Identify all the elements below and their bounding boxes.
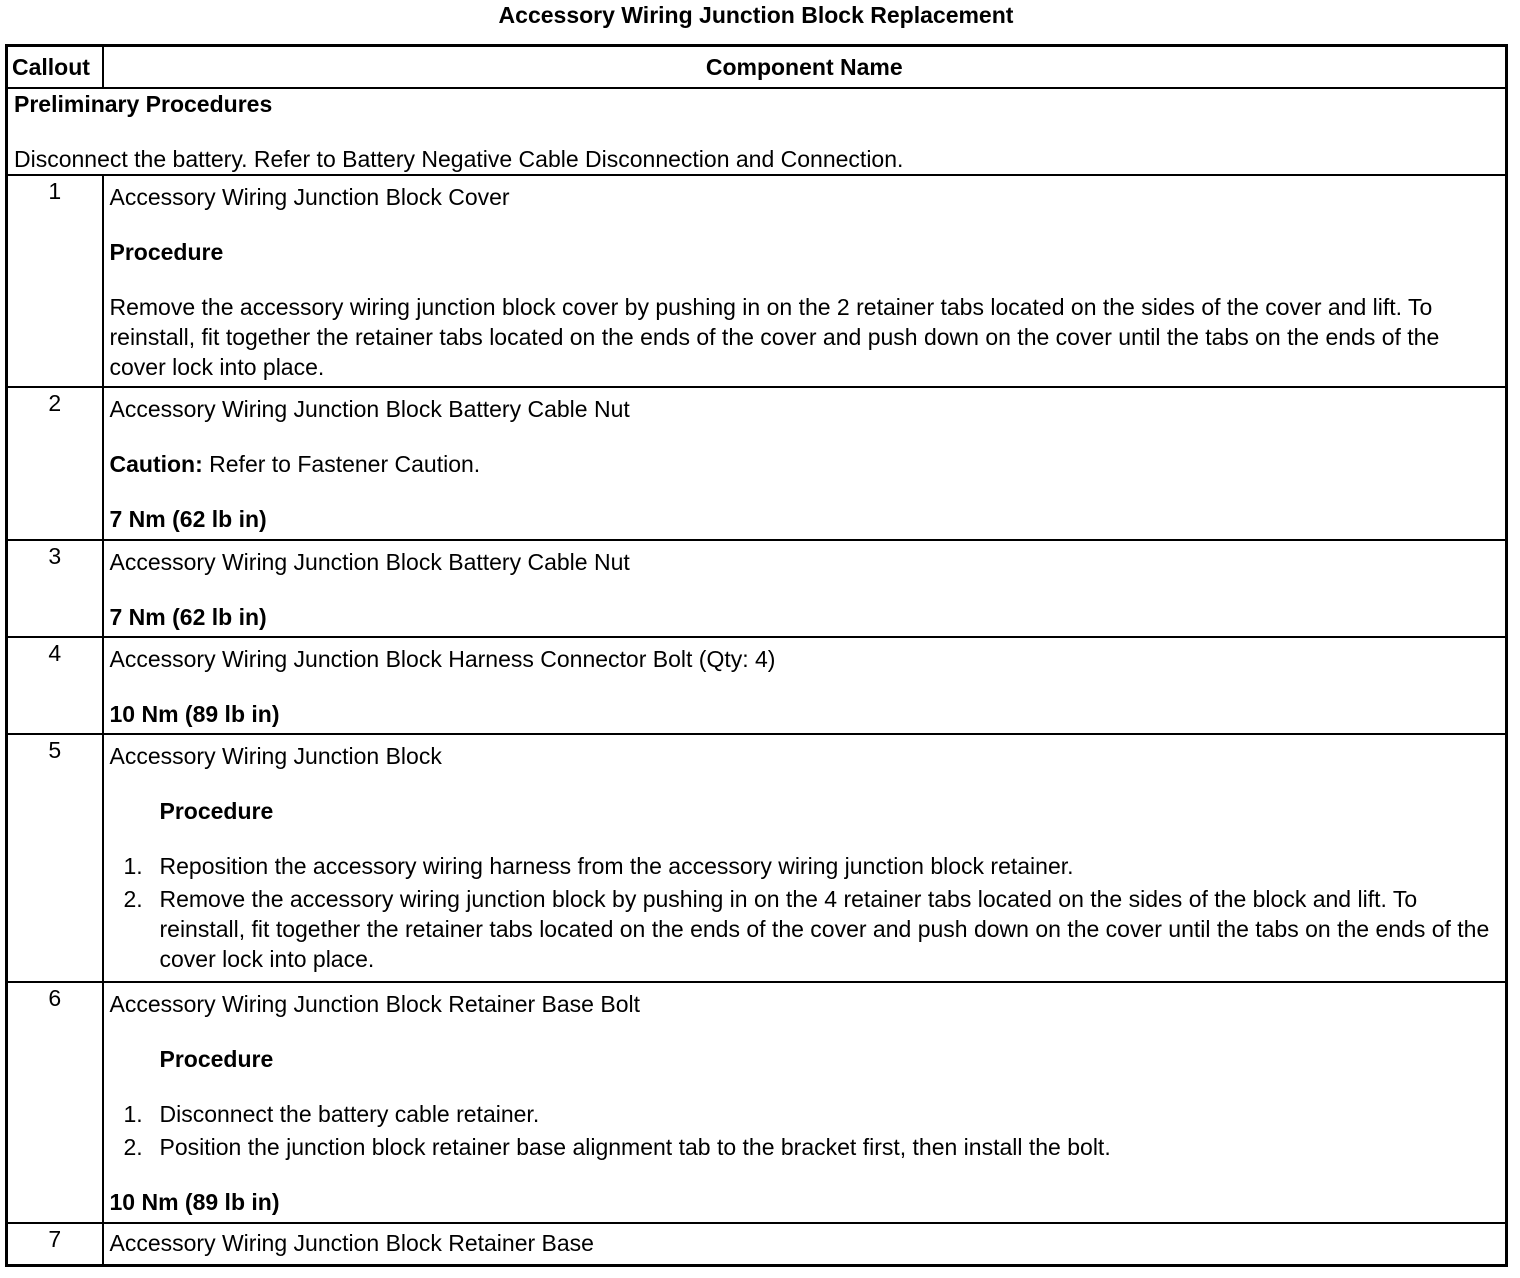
callout-number: 1 [7,175,103,387]
procedure-label: Procedure [159,1046,274,1072]
caution-text: Refer to Fastener Caution. [202,451,481,477]
component-cell [103,175,1507,387]
callout-header: Callout [7,46,103,89]
component-name: Accessory Wiring Junction Block Battery Cable Nut [109,396,630,422]
callout-number: 5 [7,734,103,982]
torque-spec: 10 Nm (89 lb in) [109,701,280,727]
procedure-step [110,851,1500,881]
preliminary-text: Disconnect the battery. Refer to Battery Negative Cable Disconnection and Connection. [14,146,904,172]
component-name: Accessory Wiring Junction Block Battery Cable Nut [109,549,630,575]
step-text: Disconnect the battery cable retainer. [159,1101,540,1127]
preliminary-row [7,88,1507,175]
preliminary-heading: Preliminary Procedures [14,91,273,117]
step-number: 2. [123,886,143,912]
table-row [7,1223,1507,1265]
component-name: Accessory Wiring Junction Block Retainer Base [109,1229,594,1256]
procedure-steps [110,851,1500,974]
table-row [7,540,1507,637]
callout-number: 7 [7,1223,103,1265]
table-row [7,734,1507,982]
procedure-label: Procedure [109,239,224,265]
torque-spec: 7 Nm (62 lb in) [109,604,267,630]
component-name-header: Component Name [103,46,1507,89]
callout-number: 6 [7,982,103,1223]
procedure-step [110,1099,1500,1129]
torque-spec: 7 Nm (62 lb in) [109,506,267,532]
header-row [7,46,1507,89]
caution-line [110,449,1500,479]
procedure-step [110,1132,1500,1162]
component-name: Accessory Wiring Junction Block [109,743,442,769]
step-number: 1. [123,853,143,879]
component-name: Accessory Wiring Junction Block Retainer Base Bolt [109,991,640,1017]
step-text: Remove the accessory wiring junction block by pushing in on the 4 retainer tabs located on the sides of the block and lift. To reinstall, fit together the retainer tabs located on the ends of the cover and push down on the cover until the tabs on the ends of the cover lock into place. [159,886,1490,972]
callout-number: 2 [7,387,103,540]
procedure-steps [110,1099,1500,1162]
preliminary-cell [7,88,1507,175]
procedure-step [110,884,1500,974]
component-cell [103,540,1507,637]
torque-spec: 10 Nm (89 lb in) [109,1189,280,1215]
component-name: Accessory Wiring Junction Block Harness Connector Bolt (Qty: 4) [109,646,776,672]
caution-label: Caution: [109,451,203,477]
component-name: Accessory Wiring Junction Block Cover [109,184,510,210]
page-title: Accessory Wiring Junction Block Replacement [498,2,1014,28]
step-text: Position the junction block retainer base alignment tab to the bracket first, then install the bolt. [159,1134,1111,1160]
component-cell [103,387,1507,540]
step-text: Reposition the accessory wiring harness from the accessory wiring junction block retainer. [159,853,1074,879]
component-cell [103,982,1507,1223]
callout-number: 4 [7,637,103,734]
component-cell [103,1223,1507,1265]
component-cell [103,637,1507,734]
step-number: 2. [123,1134,143,1160]
procedure-label: Procedure [159,798,274,824]
procedure-text: Remove the accessory wiring junction block cover by pushing in on the 2 retainer tabs located on the sides of the cover and lift. To reinstall, fit together the retainer tabs located on the ends of the cover and push down on the cover until the tabs on the ends of the cover lock into place. [109,294,1440,380]
step-number: 1. [123,1101,143,1127]
callout-number: 3 [7,540,103,637]
table-row [7,982,1507,1223]
table-row [7,175,1507,387]
table-row [7,387,1507,540]
component-table [5,44,1508,1267]
table-row [7,637,1507,734]
component-cell [103,734,1507,982]
